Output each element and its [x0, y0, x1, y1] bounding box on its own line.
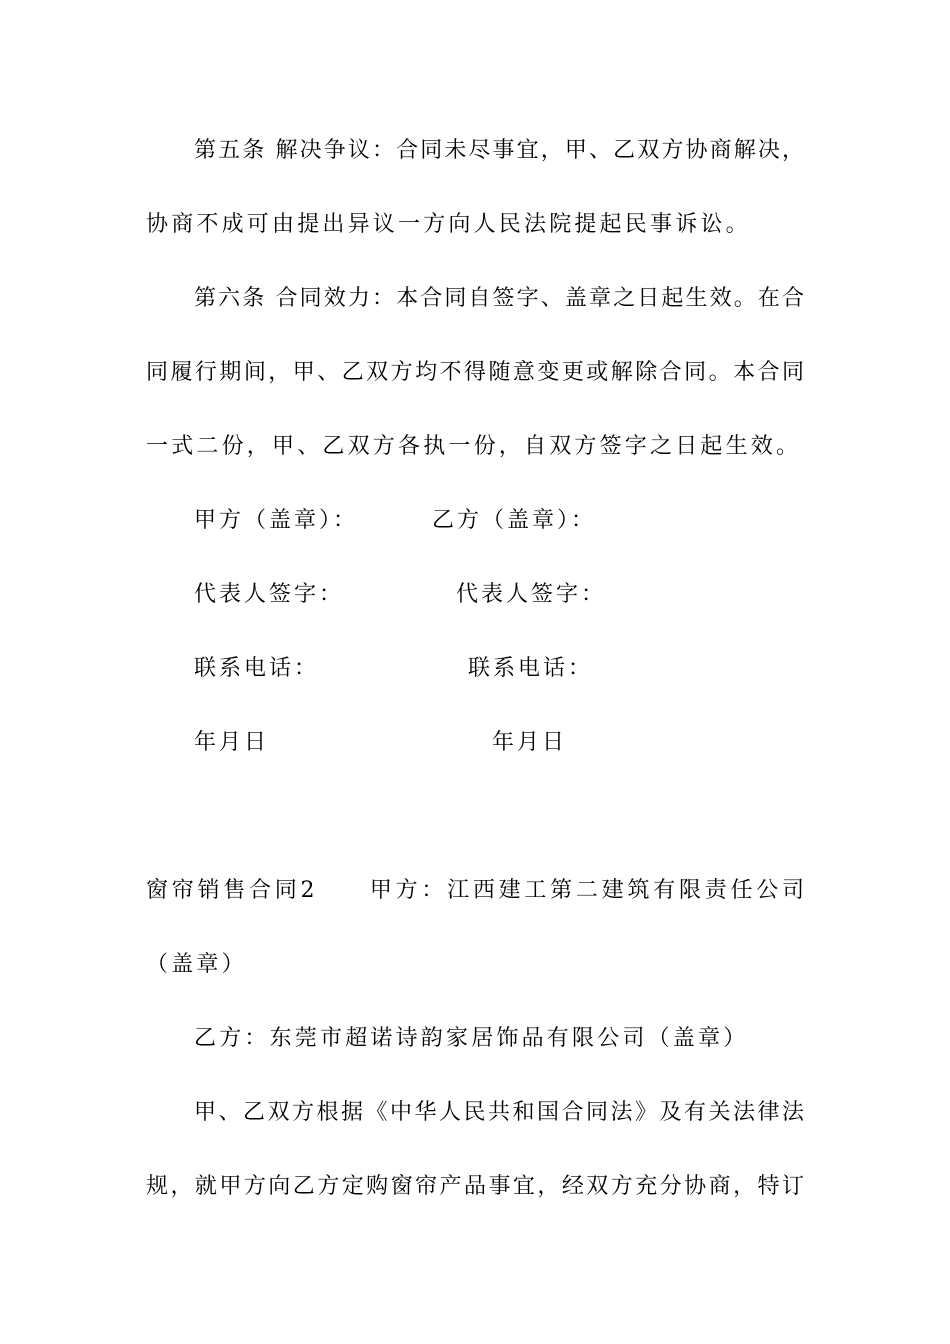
party-a-date-label: 年月日	[194, 730, 270, 755]
contract2-intro-line1: 甲、乙双方根据《中华人民共和国合同法》及有关法律法	[194, 1100, 804, 1125]
contract2-party-b: 乙方：东莞市超诺诗韵家居饰品有限公司（盖章）	[194, 1026, 749, 1051]
article5-line1: 第五条 解决争议：合同未尽事宜，甲、乙双方协商解决，	[194, 138, 804, 163]
party-b-date-label: 年月日	[492, 730, 568, 755]
article5-line2: 协商不成可由提出异议一方向人民法院提起民事诉讼。	[146, 212, 751, 237]
article6-line1: 第六条 合同效力：本合同自签字、盖章之日起生效。在合	[194, 286, 804, 311]
contract2-title-cont: （盖章）	[146, 952, 247, 977]
article6-line3: 一式二份，甲、乙双方各执一份，自双方签字之日起生效。	[146, 434, 802, 459]
party-b-rep-label: 代表人签字：	[456, 582, 607, 607]
contract2-intro-line2: 规，就甲方向乙方定购窗帘产品事宜，经双方充分协商，特订	[146, 1174, 804, 1199]
article6-line2: 同履行期间，甲、乙双方均不得随意变更或解除合同。本合同	[146, 360, 804, 385]
party-a-seal-label: 甲方（盖章）：	[194, 508, 359, 533]
contract2-title-line: 窗帘销售合同2 甲方：江西建工第二建筑有限责任公司	[146, 878, 804, 903]
party-b-seal-label: 乙方（盖章）：	[432, 508, 597, 533]
party-a-phone-label: 联系电话：	[194, 656, 320, 681]
party-b-phone-label: 联系电话：	[468, 656, 594, 681]
party-a-rep-label: 代表人签字：	[194, 582, 345, 607]
